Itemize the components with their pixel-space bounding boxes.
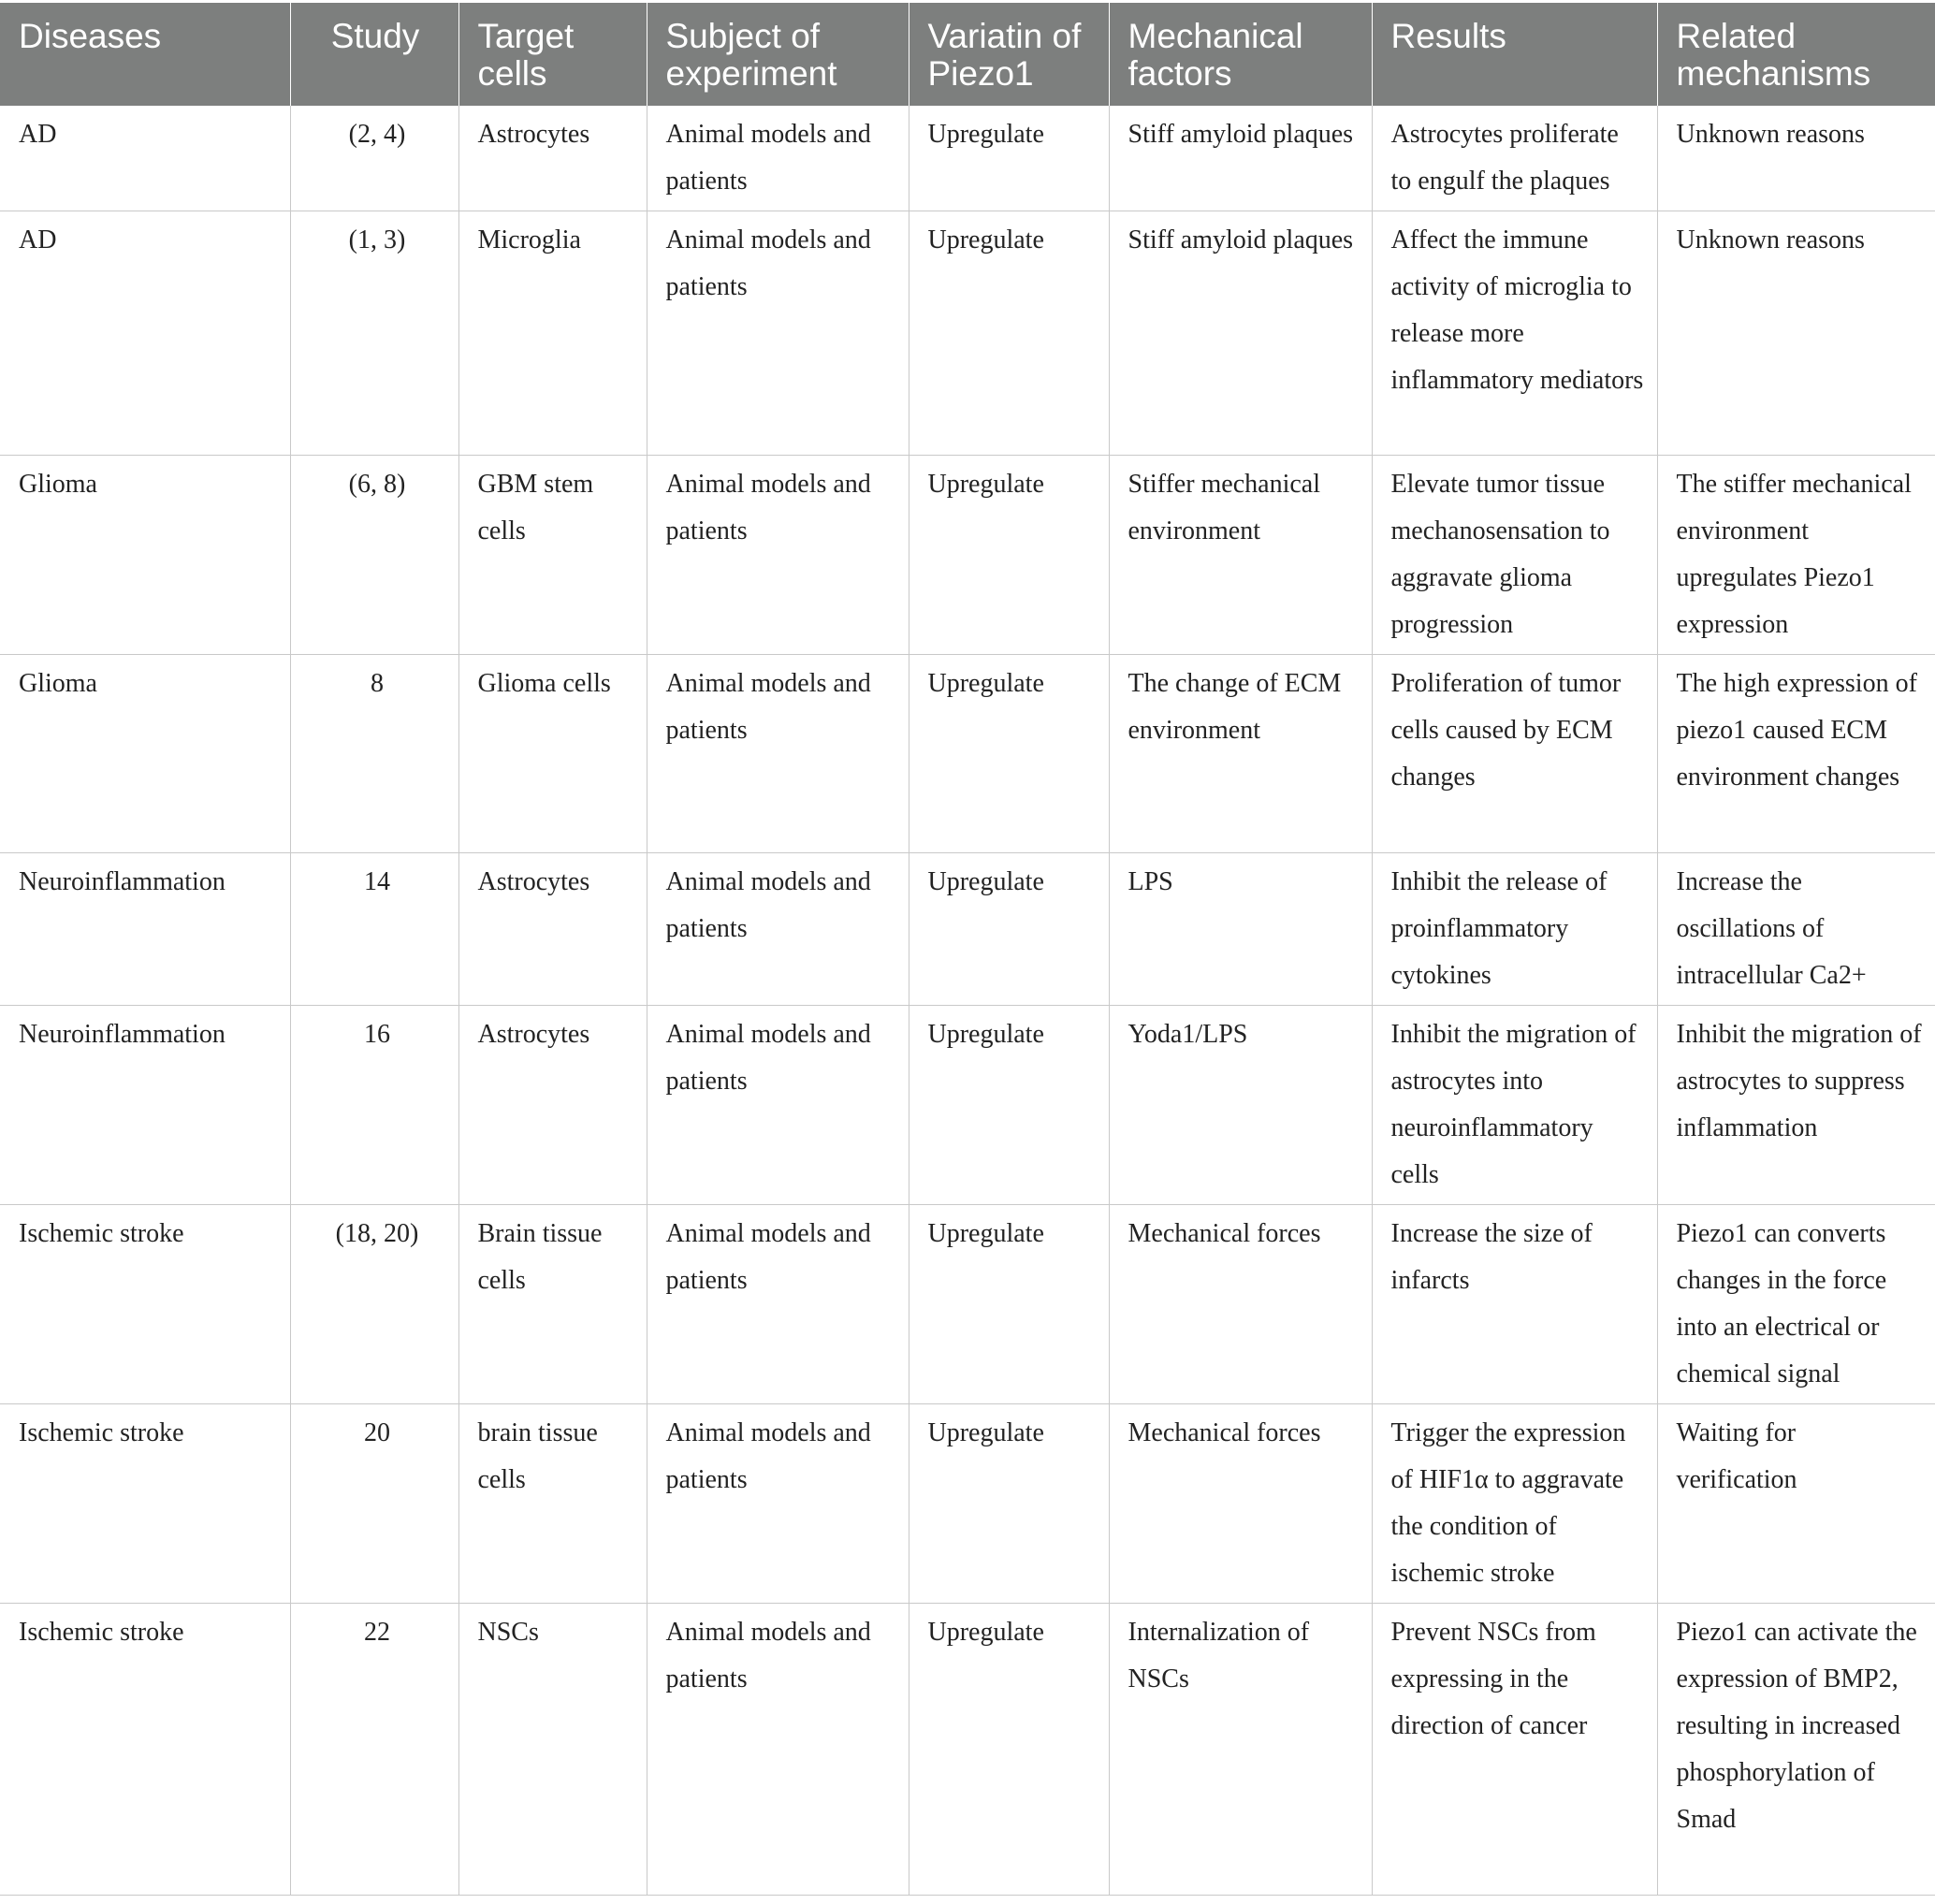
- cell-study: (1, 3): [290, 211, 458, 456]
- cell-disease: Ischemic stroke: [0, 1604, 290, 1896]
- table-row: [0, 211, 1935, 456]
- cell-mechanical-factors: Stiff amyloid plaques: [1109, 211, 1372, 456]
- cell-disease: Glioma: [0, 456, 290, 655]
- table-body: [0, 106, 1935, 1896]
- header-target-cells: Target cells: [458, 3, 647, 106]
- header-related-mechanisms: Related mechanisms: [1657, 3, 1935, 106]
- cell-related-mechanisms: The stiffer mechanical environment upregulates Piezo1 expression: [1657, 456, 1935, 655]
- header-row: [0, 3, 1935, 106]
- cell-related-mechanisms: Unknown reasons: [1657, 106, 1935, 211]
- cell-related-mechanisms: Inhibit the migration of astrocytes to suppress inflammation: [1657, 1006, 1935, 1205]
- header-variation-of-piezo1: Variatin of Piezo1: [909, 3, 1109, 106]
- cell-subject: Animal models and patients: [647, 1404, 909, 1604]
- table-row: [0, 106, 1935, 211]
- cell-disease: AD: [0, 211, 290, 456]
- cell-mechanical-factors: Mechanical forces: [1109, 1404, 1372, 1604]
- table-row: [0, 1604, 1935, 1896]
- piezo1-diseases-table: [0, 3, 1935, 1896]
- cell-study: (18, 20): [290, 1205, 458, 1404]
- cell-disease: Glioma: [0, 655, 290, 853]
- cell-subject: Animal models and patients: [647, 456, 909, 655]
- cell-variation: Upregulate: [909, 1205, 1109, 1404]
- cell-related-mechanisms: Increase the oscillations of intracellular Ca2+: [1657, 853, 1935, 1006]
- cell-mechanical-factors: Stiffer mechanical environment: [1109, 456, 1372, 655]
- cell-variation: Upregulate: [909, 456, 1109, 655]
- cell-target-cells: Microglia: [458, 211, 647, 456]
- cell-related-mechanisms: The high expression of piezo1 caused ECM environment changes: [1657, 655, 1935, 853]
- cell-disease: Neuroinflammation: [0, 853, 290, 1006]
- cell-target-cells: Glioma cells: [458, 655, 647, 853]
- cell-results: Prevent NSCs from expressing in the direction of cancer: [1372, 1604, 1657, 1896]
- cell-disease: AD: [0, 106, 290, 211]
- cell-results: Elevate tumor tissue mechanosensation to aggravate glioma progression: [1372, 456, 1657, 655]
- header-subject-of-experiment: Subject of experiment: [647, 3, 909, 106]
- cell-target-cells: NSCs: [458, 1604, 647, 1896]
- cell-mechanical-factors: LPS: [1109, 853, 1372, 1006]
- cell-study: 22: [290, 1604, 458, 1896]
- cell-variation: Upregulate: [909, 211, 1109, 456]
- cell-related-mechanisms: Unknown reasons: [1657, 211, 1935, 456]
- cell-related-mechanisms: Waiting for verification: [1657, 1404, 1935, 1604]
- cell-target-cells: brain tissue cells: [458, 1404, 647, 1604]
- cell-results: Inhibit the release of proinflammatory cytokines: [1372, 853, 1657, 1006]
- cell-mechanical-factors: Stiff amyloid plaques: [1109, 106, 1372, 211]
- cell-subject: Animal models and patients: [647, 1205, 909, 1404]
- cell-results: Increase the size of infarcts: [1372, 1205, 1657, 1404]
- cell-results: Affect the immune activity of microglia to release more inflammatory mediators: [1372, 211, 1657, 456]
- cell-disease: Neuroinflammation: [0, 1006, 290, 1205]
- cell-subject: Animal models and patients: [647, 211, 909, 456]
- cell-mechanical-factors: Yoda1/LPS: [1109, 1006, 1372, 1205]
- cell-mechanical-factors: The change of ECM environment: [1109, 655, 1372, 853]
- cell-study: (2, 4): [290, 106, 458, 211]
- cell-subject: Animal models and patients: [647, 1604, 909, 1896]
- table-row: [0, 1404, 1935, 1604]
- cell-subject: Animal models and patients: [647, 106, 909, 211]
- cell-variation: Upregulate: [909, 655, 1109, 853]
- cell-subject: Animal models and patients: [647, 1006, 909, 1205]
- cell-variation: Upregulate: [909, 853, 1109, 1006]
- cell-variation: Upregulate: [909, 1604, 1109, 1896]
- cell-related-mechanisms: Piezo1 can activate the expression of BMP2, resulting in increased phosphorylation of Smad: [1657, 1604, 1935, 1896]
- cell-subject: Animal models and patients: [647, 853, 909, 1006]
- piezo1-diseases-table-container: [0, 3, 1935, 1896]
- header-mechanical-factors: Mechanical factors: [1109, 3, 1372, 106]
- cell-disease: Ischemic stroke: [0, 1205, 290, 1404]
- cell-study: (6, 8): [290, 456, 458, 655]
- cell-study: 20: [290, 1404, 458, 1604]
- cell-study: 14: [290, 853, 458, 1006]
- cell-mechanical-factors: Internalization of NSCs: [1109, 1604, 1372, 1896]
- table-header: [0, 3, 1935, 106]
- cell-results: Proliferation of tumor cells caused by ECM changes: [1372, 655, 1657, 853]
- cell-results: Inhibit the migration of astrocytes into neuroinflammatory cells: [1372, 1006, 1657, 1205]
- cell-study: 8: [290, 655, 458, 853]
- cell-variation: Upregulate: [909, 1006, 1109, 1205]
- table-row: [0, 1006, 1935, 1205]
- cell-study: 16: [290, 1006, 458, 1205]
- table-row: [0, 456, 1935, 655]
- cell-target-cells: Astrocytes: [458, 1006, 647, 1205]
- cell-variation: Upregulate: [909, 1404, 1109, 1604]
- header-study: Study: [290, 3, 458, 106]
- table-row: [0, 655, 1935, 853]
- cell-mechanical-factors: Mechanical forces: [1109, 1205, 1372, 1404]
- cell-target-cells: Brain tissue cells: [458, 1205, 647, 1404]
- cell-target-cells: GBM stem cells: [458, 456, 647, 655]
- cell-results: Astrocytes proliferate to engulf the plaques: [1372, 106, 1657, 211]
- cell-target-cells: Astrocytes: [458, 853, 647, 1006]
- cell-target-cells: Astrocytes: [458, 106, 647, 211]
- cell-subject: Animal models and patients: [647, 655, 909, 853]
- cell-disease: Ischemic stroke: [0, 1404, 290, 1604]
- cell-variation: Upregulate: [909, 106, 1109, 211]
- header-results: Results: [1372, 3, 1657, 106]
- header-diseases: Diseases: [0, 3, 290, 106]
- cell-related-mechanisms: Piezo1 can converts changes in the force into an electrical or chemical signal: [1657, 1205, 1935, 1404]
- table-row: [0, 853, 1935, 1006]
- cell-results: Trigger the expression of HIF1α to aggravate the condition of ischemic stroke: [1372, 1404, 1657, 1604]
- table-row: [0, 1205, 1935, 1404]
